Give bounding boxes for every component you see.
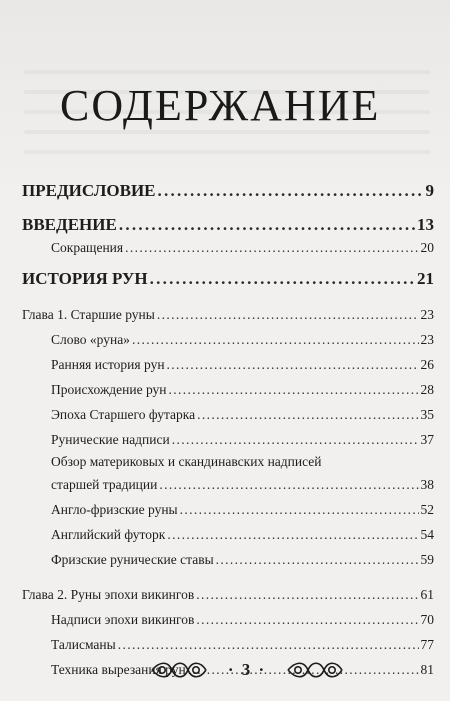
toc-entry-page: 28	[420, 382, 434, 397]
dot-leader	[197, 402, 418, 427]
toc-entry-early-history[interactable]	[22, 352, 434, 377]
toc-entry-survey-line-2[interactable]	[22, 472, 434, 497]
dot-leader	[125, 238, 418, 258]
toc-entry-rune-history[interactable]	[22, 266, 434, 292]
toc-entry-page: 54	[420, 527, 434, 542]
dot-leader	[119, 212, 415, 238]
toc-entry-title: Англо-фризские руны	[51, 502, 178, 517]
toc-entry-title: Надписи эпохи викингов	[51, 612, 195, 627]
dot-leader	[167, 352, 419, 377]
toc-entry-title: Происхождение рун	[51, 382, 167, 397]
toc-entry-title: ПРЕДИСЛОВИЕ	[22, 181, 156, 200]
toc-entry-viking-inscriptions[interactable]	[22, 607, 434, 632]
toc-entry-page: 77	[420, 637, 434, 652]
toc-entry-page: 81	[420, 662, 434, 677]
toc-entry-page: 37	[420, 432, 434, 447]
toc-entry-word-rune[interactable]	[22, 327, 434, 352]
toc-entry-chapter-1[interactable]	[22, 302, 434, 327]
toc-entry-page: 23	[420, 307, 434, 322]
dot-leader	[216, 547, 419, 572]
page-title: СОДЕРЖАНИЕ	[60, 81, 381, 130]
toc-entry-title: ИСТОРИЯ РУН	[22, 269, 148, 288]
toc-entry-title: Сокращения	[51, 240, 124, 255]
dot-leader	[172, 427, 419, 452]
toc-entry-origin[interactable]	[22, 377, 434, 402]
dot-leader	[158, 178, 424, 204]
dot-leader	[157, 302, 419, 327]
toc-entry-page: 9	[425, 181, 434, 200]
toc-entry-title: Эпоха Старшего футарка	[51, 407, 196, 422]
dot-leader	[132, 327, 419, 352]
dot-leader	[196, 607, 418, 632]
celtic-knot-ornament-icon	[150, 659, 208, 681]
dot-leader	[169, 377, 419, 402]
toc-entry-title: Английский футорк	[51, 527, 166, 542]
toc-entry-title: Ранняя история рун	[51, 357, 165, 372]
toc-entry-title: старшей традиции	[51, 477, 158, 492]
toc-entry-title: Глава 1. Старшие руны	[22, 307, 155, 322]
toc-entry-page: 38	[420, 477, 434, 492]
toc-entry-title: Обзор материковых и скандинавских надписей	[51, 454, 322, 469]
toc-entry-page: 52	[420, 502, 434, 517]
dot-leader	[196, 582, 418, 607]
toc-entry-talismans[interactable]	[22, 632, 434, 657]
toc-entry-title: Фризские рунические ставы	[51, 552, 214, 567]
dot-leader	[159, 472, 418, 497]
page-number: · 3 ·	[227, 660, 267, 679]
page-footer	[132, 656, 362, 684]
dot-leader	[150, 266, 415, 292]
toc-entry-page: 13	[417, 215, 434, 234]
toc-entry-page: 70	[420, 612, 434, 627]
dot-leader	[180, 497, 419, 522]
toc-entry-page: 26	[420, 357, 434, 372]
toc-entry-preface[interactable]	[22, 178, 434, 204]
dot-leader	[167, 522, 418, 547]
toc-entry-page: 20	[420, 240, 434, 255]
toc-entry-title: Рунические надписи	[51, 432, 170, 447]
toc-entry-survey-line-1[interactable]	[22, 452, 434, 472]
toc-entry-page: 61	[420, 587, 434, 602]
toc-entry-anglo-frisian[interactable]	[22, 497, 434, 522]
toc-entry-abbreviations[interactable]	[22, 238, 434, 258]
toc-entry-english-futhorc[interactable]	[22, 522, 434, 547]
dot-leader	[118, 632, 419, 657]
toc-entry-page: 35	[420, 407, 434, 422]
celtic-knot-ornament-icon	[286, 659, 344, 681]
toc-entry-title: Глава 2. Руны эпохи викингов	[22, 587, 195, 602]
toc-entry-page: 21	[417, 269, 434, 288]
toc-page	[22, 0, 434, 701]
toc-entry-introduction[interactable]	[22, 212, 434, 238]
toc-entry-page: 59	[420, 552, 434, 567]
toc-entry-title: Техника вырезания рун	[51, 662, 186, 677]
toc-entry-title: ВВЕДЕНИЕ	[22, 215, 117, 234]
toc-entry-title: Талисманы	[51, 637, 116, 652]
toc-entry-elder-futhark-era[interactable]	[22, 402, 434, 427]
toc-entry-page: 23	[420, 332, 434, 347]
toc-entry-chapter-2[interactable]	[22, 582, 434, 607]
toc-entry-title: Слово «руна»	[51, 332, 130, 347]
table-of-contents	[22, 178, 434, 682]
toc-entry-runic-inscriptions[interactable]	[22, 427, 434, 452]
toc-entry-frisian-staves[interactable]	[22, 547, 434, 572]
